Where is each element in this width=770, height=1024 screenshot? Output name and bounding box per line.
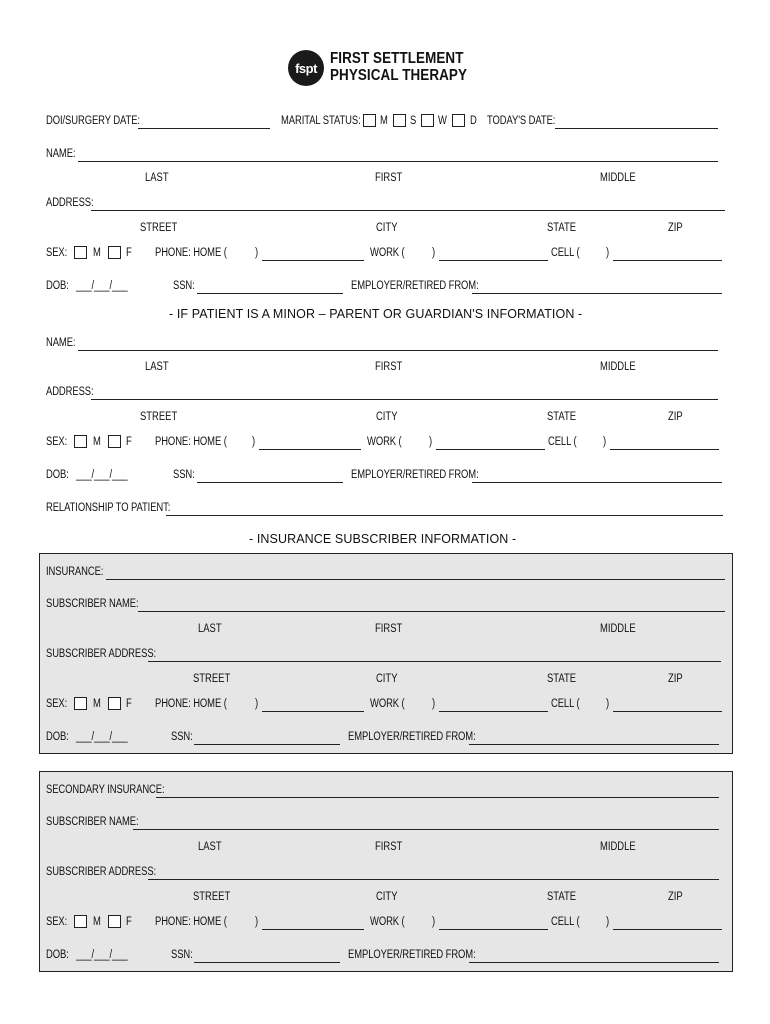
sec-phone-work-label: WORK ( [370, 916, 405, 928]
sec-dob-label: DOB: [46, 949, 69, 961]
guardian-employer-label: EMPLOYER/RETIRED FROM: [351, 469, 479, 481]
ins-address-street-caption: STREET [193, 673, 231, 685]
guardian-employer-field[interactable] [472, 482, 722, 483]
sex-f-label: F [126, 247, 132, 259]
guardian-name-field[interactable] [78, 350, 718, 351]
ins-ssn-label: SSN: [171, 731, 193, 743]
ins-employer-label: EMPLOYER/RETIRED FROM: [348, 731, 476, 743]
brand-line-1: FIRST SETTLEMENT [330, 50, 464, 67]
logo-mark: fspt [288, 50, 324, 86]
name-field[interactable] [78, 161, 718, 162]
guardian-phone-work-label: WORK ( [367, 436, 402, 448]
insurance-field[interactable] [106, 579, 725, 580]
guardian-phone-home-field[interactable] [259, 449, 361, 450]
sec-ssn-label: SSN: [171, 949, 193, 961]
sec-subscriber-name-label: SUBSCRIBER NAME: [46, 816, 139, 828]
guardian-phone-cell-field[interactable] [610, 449, 719, 450]
phone-home-paren: ) [255, 247, 259, 259]
sec-address-city-caption: CITY [376, 891, 398, 903]
guardian-name-label: NAME: [46, 337, 76, 349]
sec-address-zip-caption: ZIP [668, 891, 683, 903]
ins-name-last-caption: LAST [198, 623, 222, 635]
sec-sex-label: SEX: [46, 916, 68, 928]
ins-phone-work-label: WORK ( [370, 698, 405, 710]
guardian-address-state-caption: STATE [547, 411, 576, 423]
guardian-address-field[interactable] [91, 399, 718, 400]
relationship-field[interactable] [166, 515, 723, 516]
guardian-phone-home-paren: ) [252, 436, 256, 448]
ins-phone-work-paren: ) [432, 698, 436, 710]
ins-phone-home-field[interactable] [262, 711, 364, 712]
guardian-dob-label: DOB: [46, 469, 69, 481]
guardian-phone-cell-paren: ) [603, 436, 607, 448]
marital-s-checkbox[interactable] [393, 114, 406, 127]
doi-field[interactable] [138, 128, 270, 129]
ins-ssn-field[interactable] [194, 744, 340, 745]
guardian-address-zip-caption: ZIP [668, 411, 683, 423]
guardian-phone-home-label: PHONE: HOME ( [155, 436, 227, 448]
ins-sex-m-label: M [93, 698, 101, 710]
marital-w-checkbox[interactable] [421, 114, 434, 127]
sec-phone-cell-field[interactable] [613, 929, 722, 930]
phone-home-label: PHONE: HOME ( [155, 247, 227, 259]
sec-phone-work-paren: ) [432, 916, 436, 928]
ins-phone-home-paren: ) [255, 698, 259, 710]
ins-dob-field[interactable]: ___/___/___ [76, 731, 128, 743]
sec-phone-work-field[interactable] [439, 929, 548, 930]
todays-date-label: TODAY'S DATE: [487, 115, 556, 127]
ins-subscriber-name-field[interactable] [138, 611, 725, 612]
brand-line-2: PHYSICAL THERAPY [330, 67, 468, 84]
employer-field[interactable] [472, 293, 722, 294]
sex-m-label: M [93, 247, 101, 259]
insurance-section-title: - INSURANCE SUBSCRIBER INFORMATION - [249, 532, 517, 546]
ins-phone-work-field[interactable] [439, 711, 548, 712]
dob-label: DOB: [46, 280, 69, 292]
guardian-address-city-caption: CITY [376, 411, 398, 423]
phone-work-paren: ) [432, 247, 436, 259]
ins-subscriber-address-field[interactable] [148, 661, 721, 662]
ssn-label: SSN: [173, 280, 195, 292]
address-state-caption: STATE [547, 222, 576, 234]
relationship-label: RELATIONSHIP TO PATIENT: [46, 502, 171, 514]
sec-subscriber-address-label: SUBSCRIBER ADDRESS: [46, 866, 157, 878]
sec-sex-m-checkbox[interactable] [74, 915, 87, 928]
ins-phone-cell-field[interactable] [613, 711, 722, 712]
sec-phone-home-field[interactable] [262, 929, 364, 930]
sec-name-first-caption: FIRST [375, 841, 403, 853]
sec-dob-field[interactable]: ___/___/___ [76, 949, 128, 961]
ssn-field[interactable] [197, 293, 343, 294]
guardian-ssn-label: SSN: [173, 469, 195, 481]
sec-name-last-caption: LAST [198, 841, 222, 853]
secondary-insurance-label: SECONDARY INSURANCE: [46, 784, 165, 796]
sec-phone-home-paren: ) [255, 916, 259, 928]
ins-phone-cell-paren: ) [606, 698, 610, 710]
guardian-section-title: - IF PATIENT IS A MINOR – PARENT OR GUARDIAN'S INFORMATION - [169, 307, 583, 321]
address-field[interactable] [91, 210, 725, 211]
name-middle-caption: MIDDLE [600, 172, 636, 184]
name-label: NAME: [46, 148, 76, 160]
ins-address-city-caption: CITY [376, 673, 398, 685]
ins-sex-f-label: F [126, 698, 132, 710]
guardian-name-last-caption: LAST [145, 361, 169, 373]
guardian-name-middle-caption: MIDDLE [600, 361, 636, 373]
guardian-ssn-field[interactable] [197, 482, 343, 483]
secondary-insurance-field[interactable] [156, 797, 719, 798]
marital-w-label: W [438, 115, 447, 127]
guardian-phone-work-paren: ) [429, 436, 433, 448]
phone-work-label: WORK ( [370, 247, 405, 259]
guardian-sex-label: SEX: [46, 436, 68, 448]
guardian-address-street-caption: STREET [140, 411, 178, 423]
ins-address-state-caption: STATE [547, 673, 576, 685]
guardian-sex-m-label: M [93, 436, 101, 448]
name-first-caption: FIRST [375, 172, 403, 184]
phone-cell-paren: ) [606, 247, 610, 259]
marital-d-checkbox[interactable] [452, 114, 465, 127]
guardian-sex-m-checkbox[interactable] [74, 435, 87, 448]
guardian-address-label: ADDRESS: [46, 386, 94, 398]
marital-d-label: D [470, 115, 477, 127]
doi-label: DOI/SURGERY DATE: [46, 115, 140, 127]
sec-subscriber-address-field[interactable] [148, 879, 719, 880]
sec-sex-m-label: M [93, 916, 101, 928]
address-label: ADDRESS: [46, 197, 94, 209]
ins-employer-field[interactable] [469, 744, 719, 745]
sec-sex-f-label: F [126, 916, 132, 928]
phone-home-field[interactable] [262, 260, 364, 261]
todays-date-field[interactable] [555, 128, 718, 129]
phone-work-field[interactable] [439, 260, 548, 261]
guardian-sex-f-checkbox[interactable] [108, 435, 121, 448]
guardian-phone-cell-label: CELL ( [548, 436, 577, 448]
sec-name-middle-caption: MIDDLE [600, 841, 636, 853]
sec-phone-home-label: PHONE: HOME ( [155, 916, 227, 928]
ins-dob-label: DOB: [46, 731, 69, 743]
ins-sex-f-checkbox[interactable] [108, 697, 121, 710]
name-last-caption: LAST [145, 172, 169, 184]
marital-m-checkbox[interactable] [363, 114, 376, 127]
sec-address-street-caption: STREET [193, 891, 231, 903]
guardian-dob-field[interactable]: ___/___/___ [76, 469, 128, 481]
marital-m-label: M [380, 115, 388, 127]
ins-name-first-caption: FIRST [375, 623, 403, 635]
ins-name-middle-caption: MIDDLE [600, 623, 636, 635]
sex-m-checkbox[interactable] [74, 246, 87, 259]
ins-sex-m-checkbox[interactable] [74, 697, 87, 710]
ins-subscriber-name-label: SUBSCRIBER NAME: [46, 598, 139, 610]
marital-s-label: S [410, 115, 417, 127]
ins-phone-cell-label: CELL ( [551, 698, 580, 710]
sex-f-checkbox[interactable] [108, 246, 121, 259]
sex-label: SEX: [46, 247, 68, 259]
ins-sex-label: SEX: [46, 698, 68, 710]
phone-cell-label: CELL ( [551, 247, 580, 259]
dob-field[interactable]: ___/___/___ [76, 280, 128, 292]
sec-employer-label: EMPLOYER/RETIRED FROM: [348, 949, 476, 961]
insurance-label: INSURANCE: [46, 566, 104, 578]
ins-address-zip-caption: ZIP [668, 673, 683, 685]
address-street-caption: STREET [140, 222, 178, 234]
employer-label: EMPLOYER/RETIRED FROM: [351, 280, 479, 292]
sec-employer-field[interactable] [469, 962, 719, 963]
guardian-sex-f-label: F [126, 436, 132, 448]
sec-ssn-field[interactable] [194, 962, 340, 963]
address-zip-caption: ZIP [668, 222, 683, 234]
marital-label: MARITAL STATUS: [281, 115, 361, 127]
sec-phone-cell-label: CELL ( [551, 916, 580, 928]
guardian-phone-work-field[interactable] [436, 449, 545, 450]
ins-phone-home-label: PHONE: HOME ( [155, 698, 227, 710]
sec-sex-f-checkbox[interactable] [108, 915, 121, 928]
sec-subscriber-name-field[interactable] [133, 829, 719, 830]
address-city-caption: CITY [376, 222, 398, 234]
sec-phone-cell-paren: ) [606, 916, 610, 928]
phone-cell-field[interactable] [613, 260, 722, 261]
guardian-name-first-caption: FIRST [375, 361, 403, 373]
sec-address-state-caption: STATE [547, 891, 576, 903]
ins-subscriber-address-label: SUBSCRIBER ADDRESS: [46, 648, 157, 660]
